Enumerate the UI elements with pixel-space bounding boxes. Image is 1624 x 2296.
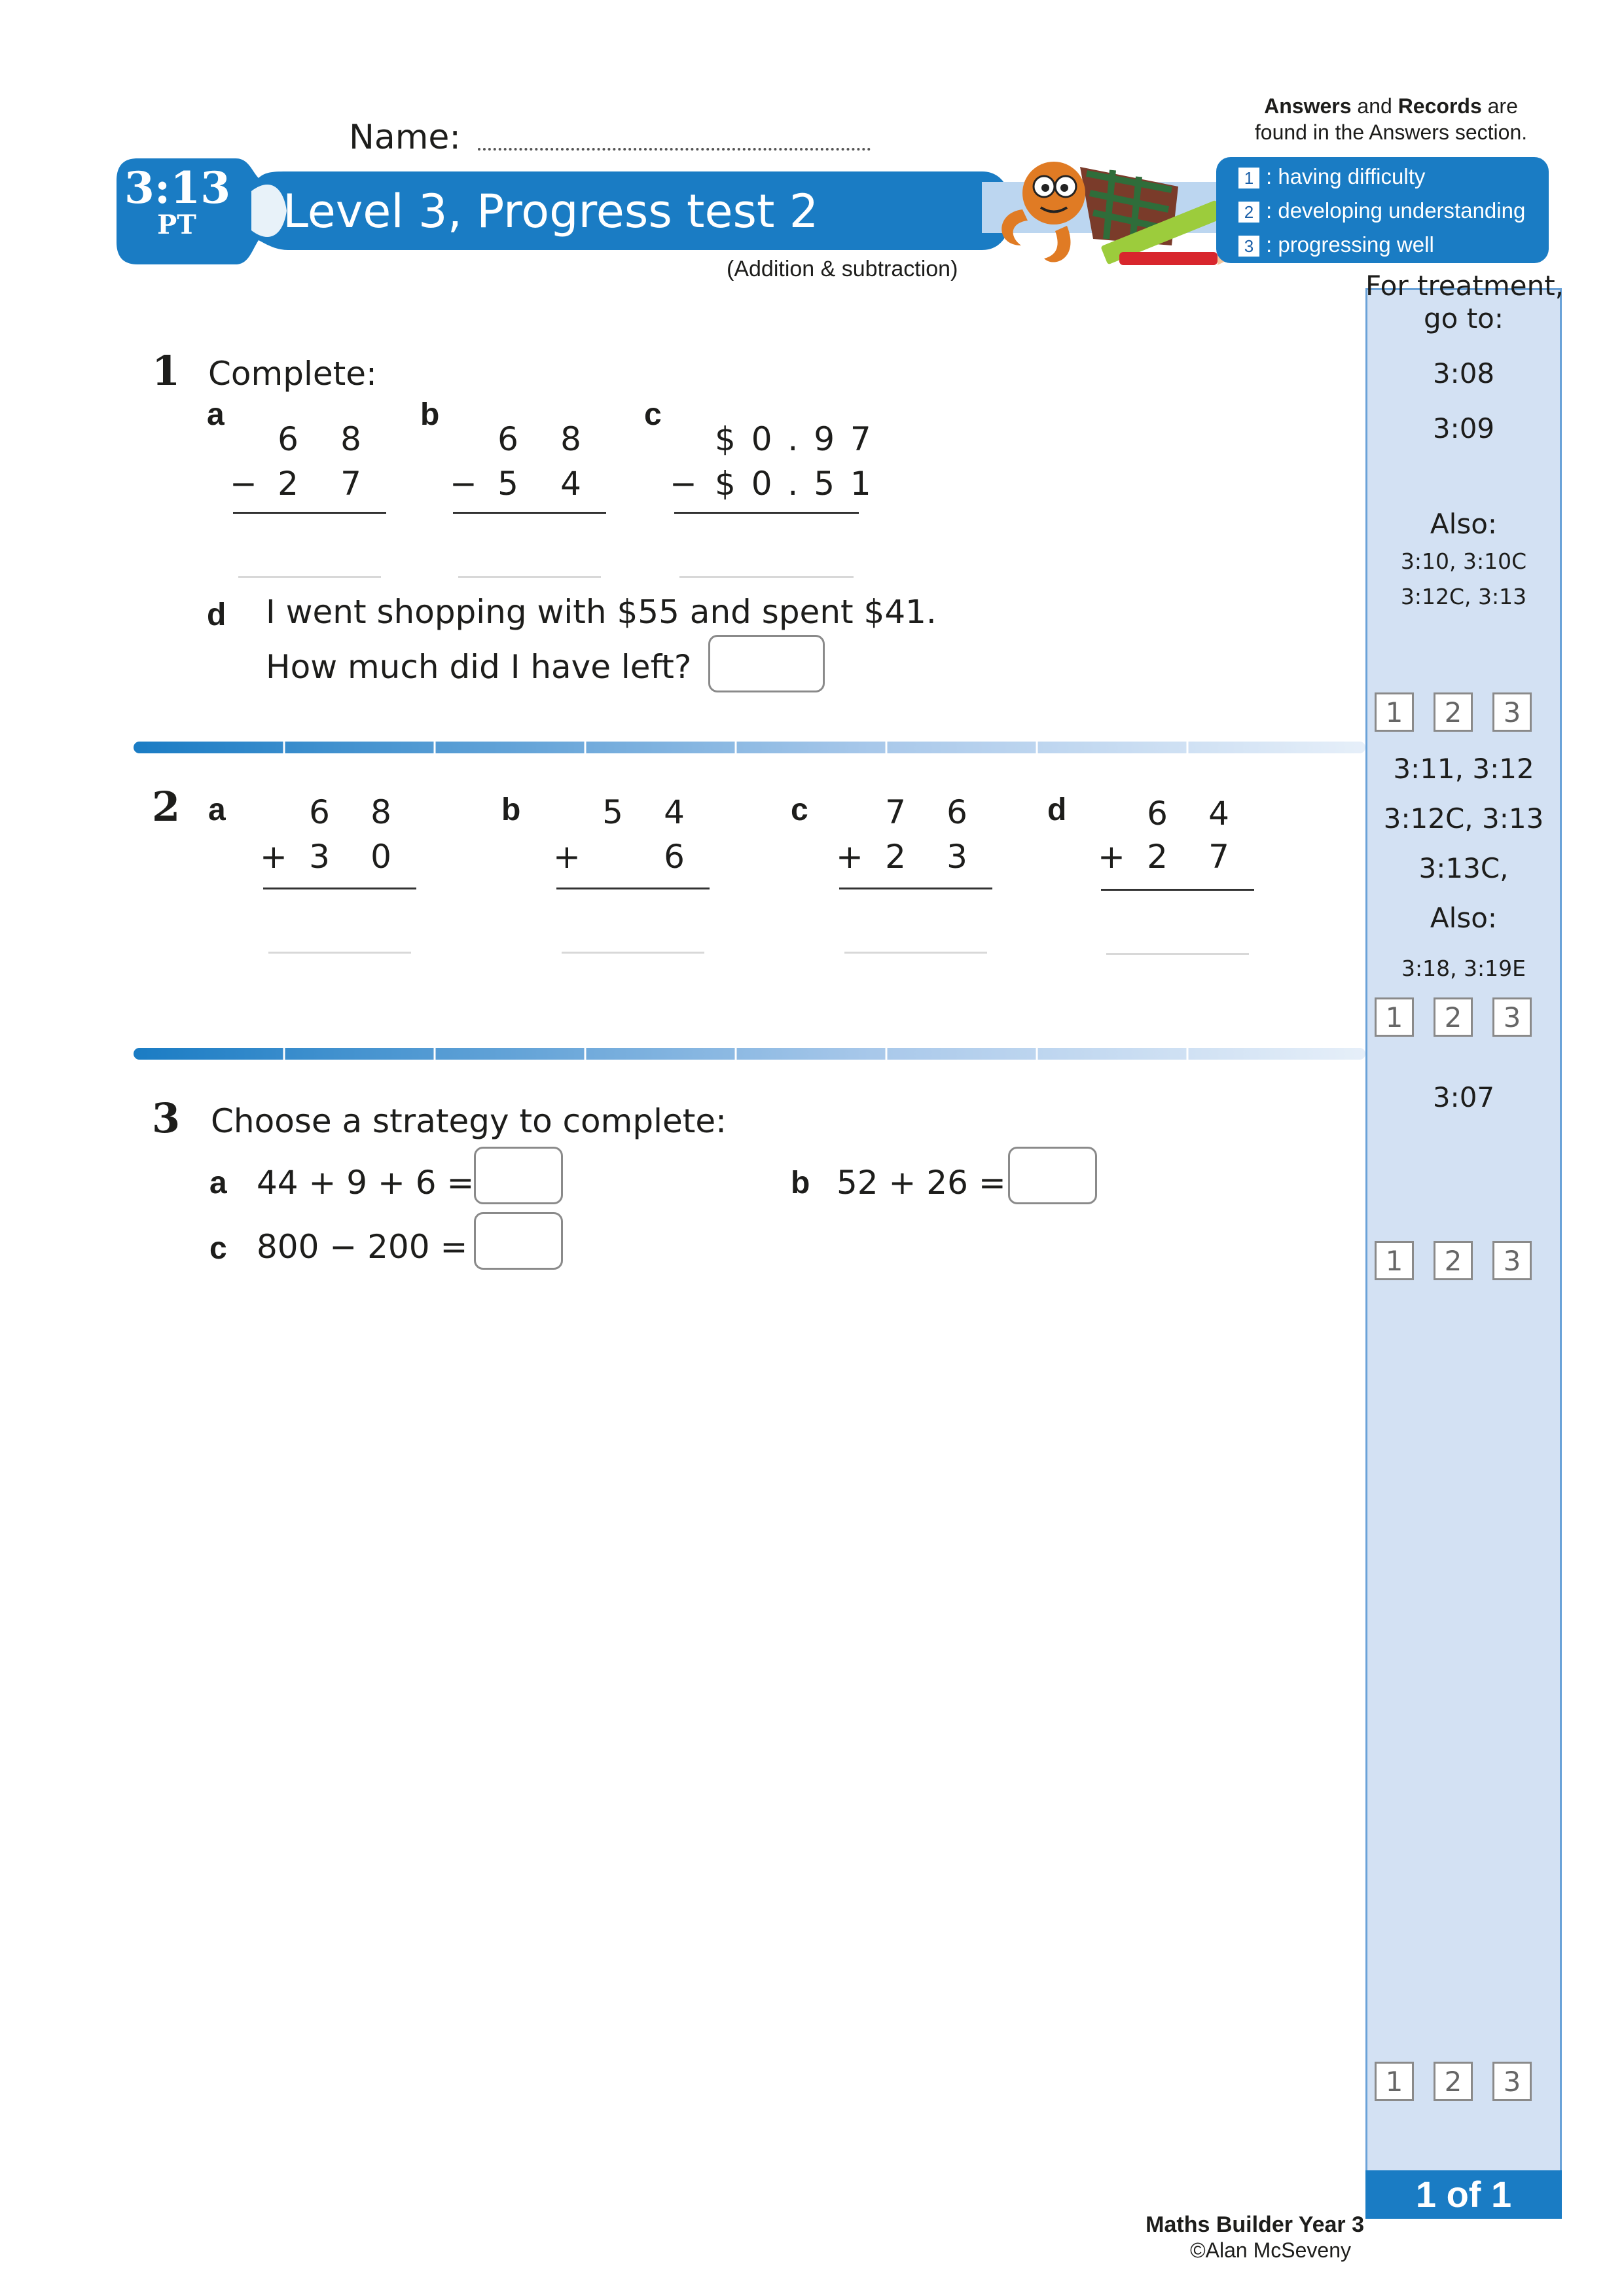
answer-line[interactable] bbox=[562, 952, 704, 954]
digit: 4 bbox=[664, 793, 685, 831]
rating-box-2[interactable]: 2 bbox=[1434, 2062, 1473, 2101]
sidebar-also-label: Also: bbox=[1430, 902, 1498, 934]
rating-box-3[interactable]: 3 bbox=[1492, 1241, 1532, 1280]
sidebar-also-label: Also: bbox=[1430, 508, 1498, 540]
digit: 2 bbox=[1147, 838, 1168, 876]
digit: 3 bbox=[947, 838, 967, 876]
answer-box[interactable] bbox=[708, 635, 825, 692]
legend-label-2: : developing understanding bbox=[1266, 198, 1526, 223]
part-label: b bbox=[791, 1166, 810, 1200]
sidebar-ref: 3:13C, bbox=[1418, 852, 1509, 884]
page-count: 1 of 1 bbox=[1365, 2170, 1562, 2219]
legend-num-2: 2 bbox=[1238, 202, 1259, 223]
rating-box-1[interactable]: 1 bbox=[1375, 692, 1414, 732]
digit: 6 bbox=[1147, 795, 1168, 833]
digit: 7 bbox=[340, 465, 361, 503]
answer-line[interactable] bbox=[679, 576, 854, 578]
digit: 5 bbox=[602, 793, 623, 831]
sidebar-also-ref: 3:10, 3:10C bbox=[1400, 548, 1527, 574]
answer-line[interactable] bbox=[268, 952, 411, 954]
answers-note-bold2: Records bbox=[1398, 94, 1482, 118]
word-problem-line: How much did I have left? bbox=[266, 648, 692, 686]
question-prompt: Choose a strategy to complete: bbox=[211, 1102, 727, 1140]
operator: + bbox=[836, 838, 863, 876]
digit: 6 bbox=[947, 793, 967, 831]
footer-author: ©Alan McSeveny bbox=[1190, 2238, 1351, 2262]
digit: 2 bbox=[885, 838, 906, 876]
sum-rule bbox=[233, 512, 386, 514]
operator: − bbox=[450, 465, 477, 503]
code-badge-sub: PT bbox=[157, 209, 196, 240]
sidebar-ref: 3:07 bbox=[1432, 1081, 1495, 1113]
question-number: 1 bbox=[152, 347, 181, 395]
answer-box[interactable] bbox=[1008, 1147, 1097, 1204]
word-problem-line: I went shopping with $55 and spent $41. bbox=[266, 593, 937, 631]
sidebar-ref: 3:11, 3:12 bbox=[1393, 753, 1534, 785]
sidebar-ref: 3:08 bbox=[1432, 357, 1495, 389]
sidebar-ref: 3:12C, 3:13 bbox=[1383, 802, 1544, 834]
digit: 7 bbox=[885, 793, 906, 831]
sidebar-heading1: For treatment, bbox=[1365, 270, 1564, 302]
footer-book: Maths Builder Year 3 bbox=[1146, 2212, 1364, 2237]
digit: 6 bbox=[497, 420, 518, 458]
question-number: 3 bbox=[152, 1094, 181, 1142]
operator: + bbox=[553, 838, 581, 876]
answers-note-end: are bbox=[1481, 94, 1518, 118]
sum-rule bbox=[674, 512, 859, 514]
sidebar-ref: 3:09 bbox=[1432, 412, 1495, 444]
operator: − bbox=[230, 465, 257, 503]
sum-rule bbox=[839, 888, 992, 889]
digit: 2 bbox=[278, 465, 298, 503]
digit: 6 bbox=[309, 793, 330, 831]
mascot-illustration bbox=[982, 147, 1231, 278]
section-divider bbox=[134, 740, 1365, 757]
operator: + bbox=[260, 838, 287, 876]
name-field[interactable] bbox=[478, 148, 871, 151]
answers-note-bold1: Answers bbox=[1264, 94, 1352, 118]
answer-line[interactable] bbox=[238, 576, 381, 578]
rating-box-3[interactable]: 3 bbox=[1492, 2062, 1532, 2101]
legend-item-2 bbox=[1238, 194, 1525, 228]
digit: 7 bbox=[1208, 838, 1229, 876]
part-label: a bbox=[209, 1166, 227, 1200]
expression: 800 − 200 = bbox=[257, 1228, 468, 1266]
answers-note-mid: and bbox=[1351, 94, 1398, 118]
money-amount: $ 0 . 9 7 bbox=[715, 420, 874, 458]
operator: + bbox=[1098, 838, 1125, 876]
sidebar-also-ref: 3:18, 3:19E bbox=[1401, 956, 1526, 981]
section-divider bbox=[134, 1046, 1365, 1063]
rating-box-1[interactable]: 1 bbox=[1375, 1241, 1414, 1280]
digit: 4 bbox=[560, 465, 581, 503]
legend-item-3 bbox=[1238, 228, 1525, 262]
rating-box-2[interactable]: 2 bbox=[1434, 997, 1473, 1037]
part-label: c bbox=[644, 397, 662, 432]
part-label: d bbox=[1047, 793, 1067, 827]
digit: 0 bbox=[370, 838, 391, 876]
page-subtitle: (Addition & subtraction) bbox=[727, 257, 958, 281]
money-amount: $ 0 . 5 1 bbox=[715, 465, 874, 503]
answer-box[interactable] bbox=[474, 1212, 563, 1270]
sum-rule bbox=[453, 512, 606, 514]
digit: 3 bbox=[309, 838, 330, 876]
sum-rule bbox=[556, 888, 710, 889]
part-label: b bbox=[501, 793, 521, 827]
part-label: c bbox=[791, 793, 808, 827]
digit: 4 bbox=[1208, 795, 1229, 833]
rating-box-2[interactable]: 2 bbox=[1434, 692, 1473, 732]
rating-box-3[interactable]: 3 bbox=[1492, 997, 1532, 1037]
page-title: Level 3, Progress test 2 bbox=[283, 185, 819, 238]
legend-label-3: : progressing well bbox=[1266, 232, 1434, 257]
rating-box-3[interactable]: 3 bbox=[1492, 692, 1532, 732]
answer-line[interactable] bbox=[844, 952, 987, 954]
digit: 8 bbox=[340, 420, 361, 458]
digit: 5 bbox=[497, 465, 518, 503]
part-label: b bbox=[420, 397, 440, 432]
digit: 8 bbox=[560, 420, 581, 458]
part-label: c bbox=[209, 1231, 227, 1266]
rating-box-1[interactable]: 1 bbox=[1375, 997, 1414, 1037]
expression: 44 + 9 + 6 = bbox=[257, 1164, 475, 1202]
legend-num-3: 3 bbox=[1238, 236, 1259, 257]
answer-box[interactable] bbox=[474, 1147, 563, 1204]
digit: 8 bbox=[370, 793, 391, 831]
answer-line[interactable] bbox=[1106, 953, 1249, 955]
expression: 52 + 26 = bbox=[837, 1164, 1006, 1202]
legend-label-1: : having difficulty bbox=[1266, 164, 1426, 188]
part-label: d bbox=[207, 598, 226, 632]
sum-rule bbox=[1101, 889, 1254, 891]
operator: − bbox=[670, 465, 697, 503]
answers-note bbox=[1231, 93, 1551, 145]
part-label: a bbox=[207, 397, 225, 432]
part-label: a bbox=[208, 793, 226, 827]
digit: 6 bbox=[278, 420, 298, 458]
digit: 6 bbox=[664, 838, 685, 876]
question-prompt: Complete: bbox=[208, 355, 377, 393]
name-label: Name: bbox=[349, 118, 461, 157]
rating-box-1[interactable]: 1 bbox=[1375, 2062, 1414, 2101]
rating-box-2[interactable]: 2 bbox=[1434, 1241, 1473, 1280]
sum-rule bbox=[263, 888, 416, 889]
legend-num-1: 1 bbox=[1238, 168, 1259, 188]
sidebar-also-ref: 3:12C, 3:13 bbox=[1400, 584, 1527, 609]
legend bbox=[1238, 160, 1525, 262]
question-number: 2 bbox=[152, 783, 181, 831]
answer-line[interactable] bbox=[458, 576, 601, 578]
answers-note-line2: found in the Answers section. bbox=[1254, 120, 1528, 144]
code-badge: 3:13 bbox=[124, 162, 231, 213]
legend-item-1 bbox=[1238, 160, 1525, 194]
sidebar-heading2: go to: bbox=[1423, 302, 1504, 334]
